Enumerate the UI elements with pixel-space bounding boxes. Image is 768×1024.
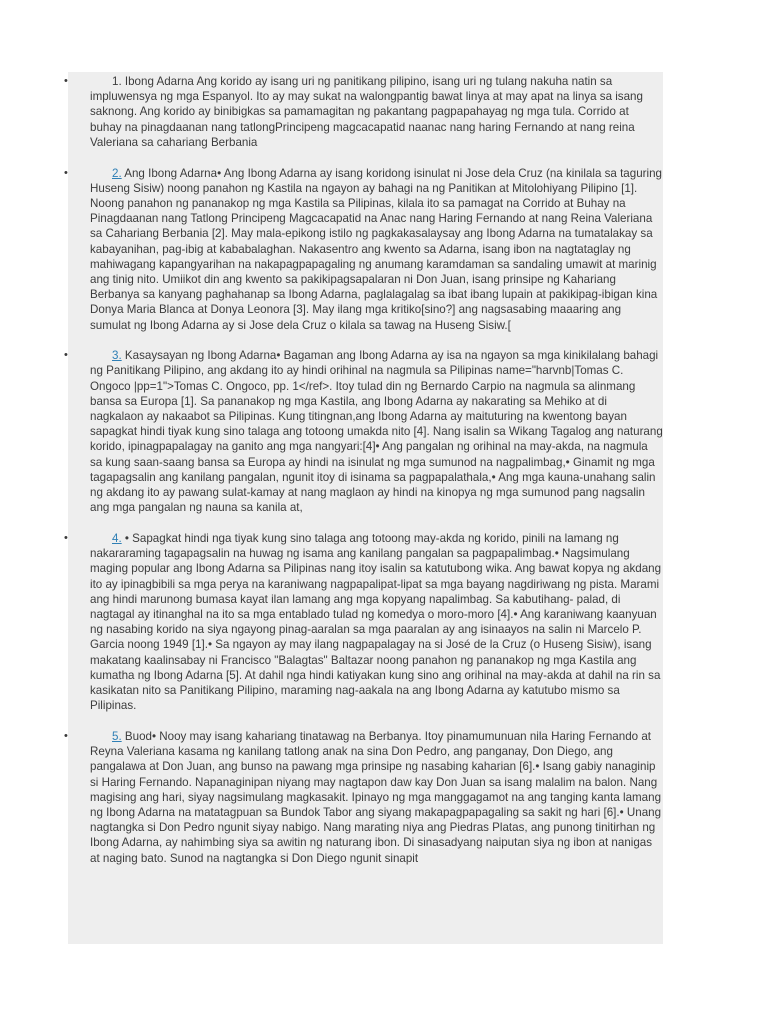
list-item xyxy=(64,727,663,866)
list-item xyxy=(64,72,663,150)
item-text: • Sapagkat hindi nga tiyak kung sino talaga ang totoong may-akda ng korido, pinili na lamang ng nakararaming tagapagsalin na huwag ng isama ang kanilang pangalan sa pagpapalimbag.• Nagsimulang maging popular ang Ibong Adarna sa Pilipinas nang itoy isalin sa katutubong wika. Ang bawat kopya ng akdang ito ay ipinagbibili sa mga perya na karaniwang nagpapalipat-lipat sa mga bayang nagdiriwang ng pista. Marami ang hindi marunong bumasa kayat ilan lamang ang mga kopyang napalimbag. Sa kabutihang- palad, di nagtagal ay itinanghal na ito sa mga entablado tulad ng komedya o moro-moro [4].• Ang karaniwang kaanyuan ng nasabing korido na siya ngayong pinag-aaralan sa mga paaralan ay ang isinaayos na salin ni Marcelo P. Garcia noong 1949 [1].• Sa ngayon ay may ilang nagpapalagay na si José de la Cruz (o Huseng Sisiw), isang makatang kaalinsabay ni Francisco "Balagtas" Baltazar noong panahon ng pananakop ng mga Kastila ang kumatha ng Ibong Adarna [5]. At dahil nga hindi katiyakan kung sino ang orihinal na may-akda at dahil na rin sa kasikatan nito sa Panitikang Pilipino, maraming nag-aakala na ang Ibong Adarna ay katutubo mismo sa Pilipinas. xyxy=(90,531,662,713)
item-number-link[interactable]: 5. xyxy=(112,729,122,743)
item-text: Buod• Nooy may isang kahariang tinatawag na Berbanya. Itoy pinamumunuan nila Haring Fernando at Reyna Valeriana kasama ng kanilang tatlong anak na sina Don Pedro, ang panganay, Don Diego, ang pangalawa at Don Juan, ang bunso na pawang mga prinsipe ng nasabing kaharian [6].• Isang gabiy nanaginip si Haring Fernando. Napanaginipan niyang may nagtapon daw kay Don Juan sa isang malalim na balon. Nang magising ang hari, siyay nagsimulang magkasakit. Ipinayo ng mga manggagamot na ang tanging kanta lamang ng Ibong Adarna na matatagpuan sa Bundok Tabor ang siyang makapagpapagaling sa sakit ng hari [6].• Unang nagtangka si Don Pedro ngunit siyay nabigo. Nang marating niya ang Piedras Platas, ang punong tinitirhan ng Ibong Adarna, ay nahimbing siya sa awitin ng naturang ibon. Di sinasadyang naiputan siya ng ibon at nanigas at naging bato. Sunod na nagtangka si Don Diego ngunit sinapit xyxy=(90,729,662,865)
bullet-icon: • xyxy=(64,729,68,742)
item-number-link[interactable]: 4. xyxy=(112,531,122,545)
document-content-area xyxy=(64,72,663,944)
item-number: 1. xyxy=(112,75,122,88)
bullet-icon: • xyxy=(64,166,68,179)
item-text: Kasaysayan ng Ibong Adarna• Bagaman ang Ibong Adarna ay isa na ngayon sa mga kinikilalang bahagi ng Panitikang Pilipino, ang akdang ito ay hindi orihinal na nagmula sa Pilipinas name="harvnb|Tomas C. Ongoco |pp=1">Tomas C. Ongoco, pp. 1</ref>. Itoy tulad din ng Bernardo Carpio na nagmula sa alinmang bansa sa Europa [1]. Sa pananakop ng mga Kastila, ang Ibong Adarna ay nakarating sa Mehiko at di nagkalaon ay nakaabot sa Pilipinas. Kung titingnan,ang Ibong Adarna ay maituturing na kwentong bayan sapagkat hindi tiyak kung sino talaga ang totoong umakda nito [4]. Nang isalin sa Wikang Tagalog ang naturang korido, ipinagpapalagay na ganito ang mga nangyari:[4]• Ang pangalan ng orihinal na may-akda, na nagmula sa kung saan-saang bansa sa Europa ay hindi na isinulat ng mga sumunod na nagpalimbag,• Ginamit ng mga tagapagsalin ang kanilang pangalan, ngunit itoy di isinama sa pagpapalathala,• Ang mga kauna-unahang salin ng akdang ito ay pawang sulat-kamay at nang maglaon ay hindi na kinopya ng mga sumunod pang nagsalin ang mga pangalan ng nauna sa kanila at, xyxy=(90,349,663,515)
list-item xyxy=(64,529,663,713)
bullet-icon: • xyxy=(64,531,68,544)
item-number-link[interactable]: 3. xyxy=(112,349,122,363)
item-text: Ang Ibong Adarna• Ang Ibong Adarna ay isang koridong isinulat ni Jose dela Cruz (na kinilala sa taguring Huseng Sisiw) noong panahon ng Kastila na ngayon ay bahagi na ng Panitikan at Mitolohiyang Pilipino [1]. Noong panahon ng pananakop ng mga Kastila sa Pilipinas, kilala ito sa pamagat na Corrido at Buhay na Pinagdaanan nang Tatlong Principeng Magcacapatid na Anac nang Haring Fernando at nang Reina Valeriana sa Cahariang Berbania [2]. May mala-epikong istilo ng pagkakasalaysay ang Ibong Adarna na tumatalakay sa kabayanihan, pag-ibig at kababalaghan. Nakasentro ang kwento sa Adarna, isang ibon na nagtataglay ng mahiwagang kapangyarihan na nakapagpapagaling ng anumang karamdaman sa sandaling umawit at marinig ang tinig nito. Umiikot din ang kwento sa pakikipagsapalaran ni Don Juan, isang prinsipe ng Kahariang Berbanya sa kanyang paghahanap sa Ibong Adarna, paglalagalag sa ibat ibang lupain at pakikipag-ibigan kina Donya Maria Blanca at Donya Leonora [3]. May ilang mga kritiko[sino?] ang nagsasabing maaaring ang sumulat ng Ibong Adarna ay si Jose dela Cruz o kilala sa tawag na Huseng Sisiw.[ xyxy=(90,166,662,332)
item-number-link[interactable]: 2. xyxy=(112,166,122,180)
bullet-icon: • xyxy=(64,75,68,87)
bullet-icon: • xyxy=(64,349,68,362)
item-text: Ibong Adarna Ang korido ay isang uri ng panitikang pilipino, isang uri ng tulang nakuha natin sa impluwensya ng mga Espanyol. Ito ay may sukat na walongpantig bawat linya at may apat na linya sa isang saknong. Ang korido ay binibigkas sa pamamagitan ng pakantang pagpapahayag ng mga tula. Corrido at buhay na pinagdaanan nang tatlongPrincipeng magcacapatid naanac nang haring Fernando at nang reina Valeriana sa cahariang Berbania xyxy=(90,75,643,149)
numbered-bullet-list xyxy=(64,72,663,866)
list-item xyxy=(64,346,663,515)
list-item xyxy=(64,164,663,333)
